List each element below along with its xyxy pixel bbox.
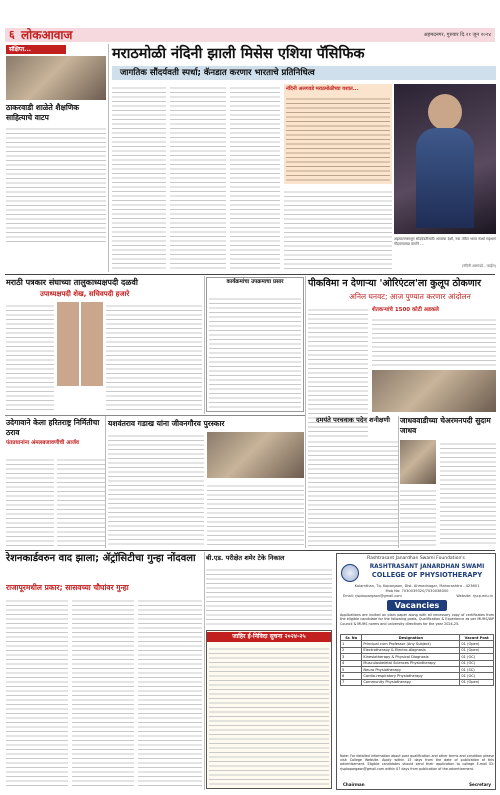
ba-result-headline: बी.एड. परीक्षेत शमेर टेके निकाल xyxy=(206,554,285,562)
table-row: 3 Kinesiotherapy & Physical Diagnosis 01 (OC) xyxy=(341,654,494,660)
udgavan-text-2 xyxy=(57,456,105,546)
ba-result-text xyxy=(206,566,332,626)
ration-text-3 xyxy=(138,597,202,789)
ad-logo xyxy=(341,564,359,582)
ration-headline: रेशनकार्डवरुन वाद झाला; ॲट्रॉसिटीचा गुन्हा नोंदवला xyxy=(6,553,196,564)
journalist-subhead: उपाध्यक्षपदी शेख, सचिवपदी हजारे xyxy=(40,290,130,298)
ad-note: Note: For detailed information about post qualification and other terms and condition please visit College Website. Apply within 15 days from the date of publication of this advertisement. Eligible candidates should send their application to college E-mail ID: rjspkopargaon@gmail.com within 07 days from publication of the advertisement. xyxy=(340,754,494,771)
jadhav-headline: जाधववाडीच्या चेअरमनपदी सुदाम जाधव xyxy=(400,416,491,435)
ad-table-wrap xyxy=(340,634,494,686)
jadhav-text xyxy=(440,440,496,546)
yashwantrao-text xyxy=(108,432,204,546)
ration-subhead: राजापूरमधील प्रकार; सासवच्या चौघांवर गुन्हा xyxy=(6,583,129,592)
journalist-photos xyxy=(57,302,103,386)
yashwantrao-photo xyxy=(207,432,304,478)
school-text xyxy=(6,125,106,243)
main-story-text-1 xyxy=(112,84,166,270)
paper-logo: लोकआवाज xyxy=(21,28,73,42)
college-ad xyxy=(336,553,496,790)
ad-instructions: Applications are invited on plain paper along with all necessary copy of certificates from the eligible candidate for the following posts, Qualification & Experience as per MUHS/IAP Council & MUHS norms and university directives for the year 2024-25. xyxy=(340,613,494,626)
ad-foundation: Rashtrasant Janardhan Swami Foundation's xyxy=(367,556,465,561)
ad-address: Kalamthan, Tq. Kopargaon, Dist. Ahmednagar, Maharashtra - 423601 xyxy=(354,584,480,588)
karyakram-text xyxy=(209,295,301,409)
main-highlight: नंदिनी अलगवडे मराठमोळीच्या यशात... xyxy=(286,86,359,92)
journalist-text xyxy=(6,302,54,412)
ad-sign-secretary: Secretary xyxy=(469,782,491,787)
pikvima-text-1 xyxy=(308,306,368,456)
table-row: 7 Community Physiotherapy 01 (Open) xyxy=(341,679,494,685)
main-headline: मराठमोळी नंदिनी झाली मिसेस एशिया पॅसिफिक xyxy=(112,46,365,62)
table-row: 1 Principal cum Professor (Any Subject) 01 (Open) xyxy=(341,641,494,647)
main-caption-credit: (नंदिनी अलगवडे - फाईल) xyxy=(461,264,496,268)
school-photo xyxy=(6,56,106,100)
ration-text-2 xyxy=(72,597,134,789)
yashwantrao-headline: यशवंतराव गडाख यांना जीवनगौरव पुरस्कार xyxy=(108,419,225,428)
ad-college-name-1: RASHTRASANT JANARDHAN SWAMI xyxy=(369,564,485,570)
ad-sign-chairman: Chairman xyxy=(343,782,365,787)
ration-text xyxy=(6,597,68,789)
ad-website: Website: rjscp.edu.in xyxy=(456,594,493,598)
ad-email: Email: rjspkopargaon@gmail.com xyxy=(343,594,402,598)
udgavan-subhead: पंतप्रधानांना अंमलबजावणीची आर्जव xyxy=(6,440,79,446)
main-subhead: जागतिक सौंदर्यवती स्पर्धा; कॅनडात करणार भारताचे प्रतिनिधित्व xyxy=(120,68,315,78)
brief-tag: संक्षिप्त... xyxy=(6,45,66,54)
pikvima-photo xyxy=(372,370,496,412)
date-line: अहमदनगर, गुरुवार दि.२१ जून २०२४ xyxy=(423,32,491,38)
ad-college-name-2: COLLEGE OF PHYSIOTHERAPY xyxy=(371,571,483,579)
table-row: 5 Neuro Physiotherapy 01 (SC) xyxy=(341,667,494,673)
damayante-headline: दमयंते परचवाक पदेन शनीक्षणी xyxy=(316,416,390,424)
col-vacant: Vacant Post xyxy=(460,635,494,641)
school-headline: ठाकरवाडी शाळेते शैक्षणिक साहित्याचे वाटप xyxy=(6,103,80,122)
masthead xyxy=(5,28,495,42)
jadhav-photo xyxy=(400,440,436,484)
table-row: 4 Musculoskeletal Sciences Physiotherapy 01 (OC) xyxy=(341,660,494,666)
main-highlight-text xyxy=(286,95,390,181)
ad-vacancies-title: Vacancies xyxy=(387,600,447,611)
journalist-text-2 xyxy=(106,302,202,412)
ad-contact: Mob No: 7030039320/7030038000 xyxy=(385,589,449,593)
udgavan-headline: उदेगावाने केला हरितराष्ट्र निर्मितीचा ठराव xyxy=(6,418,100,437)
udgavan-text xyxy=(6,456,54,546)
col-designation: Designation xyxy=(362,635,460,641)
damayante-text xyxy=(308,438,398,546)
table-row: 6 Cardio-respiratory Physiotherapy 01 (OC) xyxy=(341,673,494,679)
tender-text xyxy=(209,645,329,785)
col-sr: Sr. No xyxy=(341,635,362,641)
journalist-headline: मराठी पत्रकार संघाच्या तालुकाध्यक्षपदी दळवी xyxy=(6,278,138,287)
main-story-text-2 xyxy=(170,84,226,270)
jadhav-text-2 xyxy=(400,487,436,546)
karyakram-title: कार्यक्रमांचा उपक्रमाचा प्रसार xyxy=(226,279,284,285)
table-row: 2 Electrotherapy & Electro-diagnosis 01 (Open) xyxy=(341,647,494,653)
main-highlight-text-2 xyxy=(284,188,392,270)
pikvima-text-2 xyxy=(372,316,496,366)
page-number: ६ xyxy=(9,28,15,41)
main-caption: अहमदनगरमधुन सोंदर्यवतीसाठी आपल्या देशी, नवा तंत्रीत भारत स्पर्धा सहभाग नोंदवण्याच्या मार्गाने ... xyxy=(394,237,496,246)
pikvima-tag: शेतकऱ्यांचे 1500 कोटी अडकले xyxy=(372,307,439,313)
nandini-photo xyxy=(394,84,496,234)
pikvima-headline: पीकविमा न देणाऱ्या 'ओरिएंटल'ला कुलूप ठोकणार xyxy=(308,278,482,289)
main-story-text-3 xyxy=(230,84,280,270)
tender-title: जाहिर ई-निविदा सुचना २०२४-२५ xyxy=(207,632,331,642)
vacancy-table xyxy=(340,634,494,686)
pikvima-subhead: अनिल घनवट; आज पुण्यात करणार आंदोलन xyxy=(349,292,471,301)
yashwantrao-text-2 xyxy=(207,482,304,546)
